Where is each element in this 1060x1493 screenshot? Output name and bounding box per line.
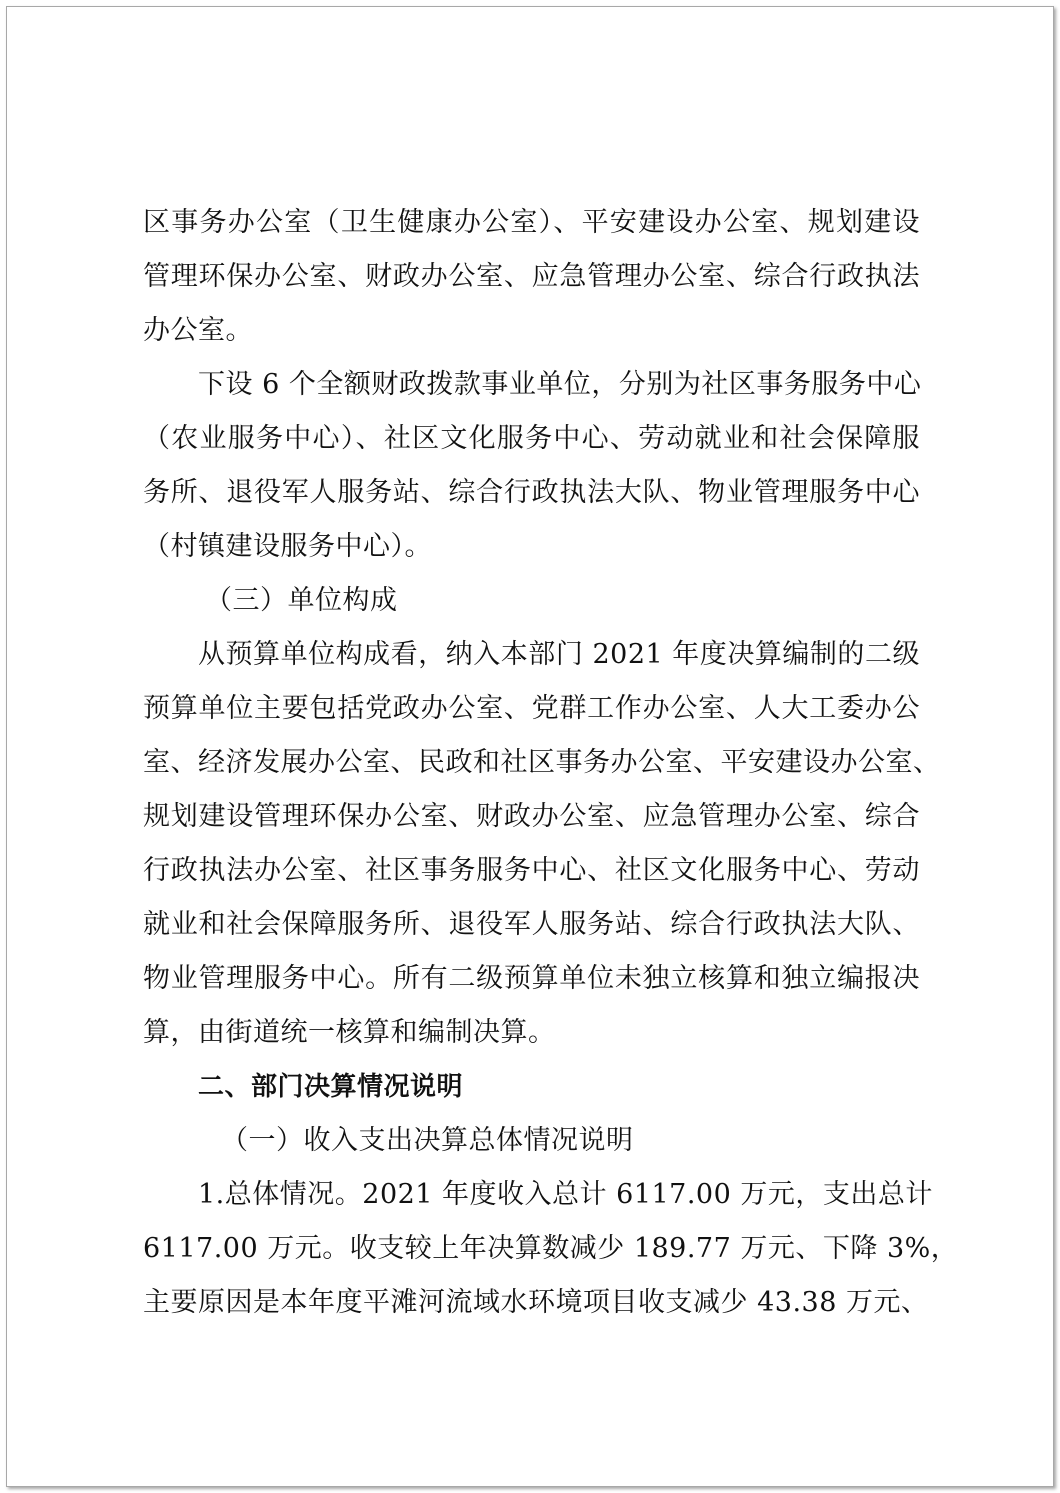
text-line: 行政执法办公室、社区事务服务中心、社区文化服务中心、劳动	[143, 855, 920, 886]
subsection-heading-overall: （一）收入支出决算总体情况说明	[221, 1125, 634, 1156]
document-body	[143, 196, 959, 1330]
text-line: （农业服务中心）、社区文化服务中心、劳动就业和社会保障服	[143, 423, 920, 454]
text-line: 室、经济发展办公室、民政和社区事务办公室、平安建设办公室、	[143, 747, 941, 778]
text-line: （村镇建设服务中心）。	[143, 531, 432, 562]
text-line: 就业和社会保障服务所、退役军人服务站、综合行政执法大队、	[143, 909, 920, 940]
section-heading-unit-composition: （三）单位构成	[205, 585, 398, 616]
text-line: 区事务办公室（卫生健康办公室）、平安建设办公室、规划建设	[143, 207, 920, 238]
paragraph-first-line: 下设 6 个全额财政拨款事业单位，分别为社区事务服务中心	[198, 369, 922, 400]
paragraph-first-line: 从预算单位构成看，纳入本部门 2021 年度决算编制的二级	[198, 639, 920, 670]
section-heading-final-accounts: 二、部门决算情况说明	[198, 1072, 464, 1102]
text-line: 算，由街道统一核算和编制决算。	[143, 1017, 556, 1048]
text-line: 6117.00 万元。收支较上年决算数减少 189.77 万元、下降 3%，	[143, 1233, 959, 1264]
text-line: 规划建设管理环保办公室、财政办公室、应急管理办公室、综合	[143, 801, 920, 832]
text-line: 物业管理服务中心。所有二级预算单位未独立核算和独立编报决	[143, 963, 920, 994]
paragraph-first-line: 1.总体情况。2021 年度收入总计 6117.00 万元，支出总计	[198, 1179, 933, 1210]
text-line: 办公室。	[143, 315, 253, 346]
text-line: 主要原因是本年度平滩河流域水环境项目收支减少 43.38 万元、	[143, 1287, 929, 1318]
text-line: 管理环保办公室、财政办公室、应急管理办公室、综合行政执法	[143, 261, 920, 292]
text-line: 预算单位主要包括党政办公室、党群工作办公室、人大工委办公	[143, 693, 920, 724]
text-line: 务所、退役军人服务站、综合行政执法大队、物业管理服务中心	[143, 477, 920, 508]
